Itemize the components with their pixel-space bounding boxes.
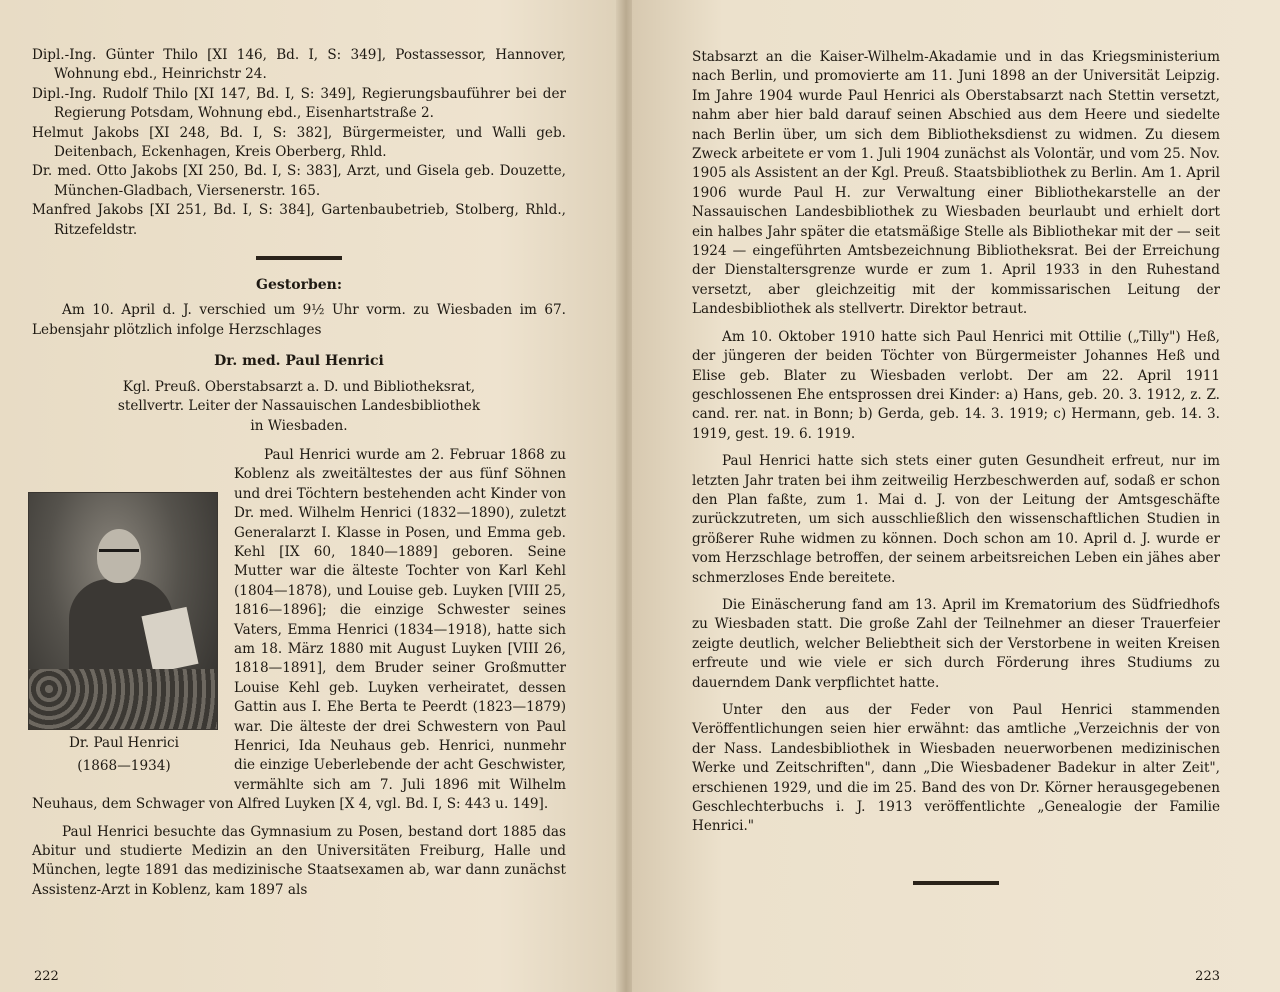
family-entry-helmut-jakobs: Helmut Jakobs [XI 248, Bd. I, S: 382], Bürgermeister, und Walli geb. Deitenbach, Eckenhagen, Kreis Oberberg, Rhld. <box>32 124 566 161</box>
funeral-paragraph: Die Einäscherung fand am 13. April im Krematorium des Südfriedhofs zu Wiesbaden statt. Die große Zahl der Teilnehmer an dieser Trauerfeier zeigte deutlich, welcher Beliebtheit sich der Verstorbene in weiten Kreisen erfreute und wie viele er sich durch Förderung ihres Studiums zu dauerndem Dank verpflichtet hatte. <box>692 596 1220 691</box>
family-entry-rudolf-thilo: Dipl.-Ing. Rudolf Thilo [XI 147, Bd. I, S: 349], Regierungsbauführer bei der Regierung Potsdam, Wohnung ebd., Eisenhartstraße 2. <box>32 85 566 122</box>
biography-education: Paul Henrici besuchte das Gymnasium zu Posen, bestand dort 1885 das Abitur und studierte Medizin an den Universitäten Freiburg, Halle und München, legte 1891 das medizinische Staatsexamen ab, war dann zunächst Assistenz-Arzt in Koblenz, kam 1897 als <box>32 823 566 898</box>
health-paragraph: Paul Henrici hatte sich stets einer guten Gesundheit erfreut, nur im letzten Jahr traten bei ihm zeitweilig Herzbeschwerden auf, sodaß er schon den Plan faßte, zum 1. Mai d. J. von der Leitung der Amtsgeschäfte zurückzutreten, um sich ausschließlich den wissenschaftlichen Studien in größerer Ruhe widmen zu können. Doch schon am 10. April d. J. wurde er vom Herzschlage betroffen, der seinem arbeitsreichen Leben ein jähes aber schmerzloses Ende bereitete. <box>692 453 1220 586</box>
closing-divider <box>913 881 999 885</box>
family-entry-guenter-thilo: Dipl.-Ing. Günter Thilo [XI 146, Bd. I, S: 349], Postassessor, Hannover, Wohnung ebd., Heinrichstr 24. <box>32 47 566 83</box>
right-page <box>632 0 1280 992</box>
family-paragraph: Am 10. Oktober 1910 hatte sich Paul Henrici mit Ottilie („Tilly") Heß, der jüngeren der beiden Töchter von Bürgermeister Johannes Heß und Elise geb. Blater zu Wiesbaden verlobt. Der am 22. April 1911 geschlossenen Ehe entsprossen drei Kinder: a) Hans, geb. 20. 3. 1912, z. Z. cand. rer. nat. in Bonn; b) Gerda, geb. 14. 3. 1919; c) Hermann, geb. 14. 3. 1919, gest. 19. 6. 1919. <box>692 328 1220 442</box>
caption-years: (1868—1934) <box>77 757 171 774</box>
left-page <box>0 0 624 992</box>
caption-name: Dr. Paul Henrici <box>68 734 180 751</box>
obituary-name-heading: Dr. med. Paul Henrici <box>214 353 384 370</box>
portrait-figure <box>28 492 220 776</box>
portrait-caption <box>28 734 220 776</box>
biography-intro: Paul Henrici wurde am 2. Februar 1868 zu Koblenz als zweitältestes der aus fünf Söhnen und drei Töchtern bestehenden acht Kinder von Dr. med. Wilhelm Henrici (1832—1890), zuletzt Generalarzt I. Klasse in Posen, und Emma geb. Kehl [IX 60, 1840—1889] geboren. Seine Mutter war die älteste Tochter von Karl Kehl (1804—1878), und Louise geb. Luyken [VIII 25, 1816—1896]; die einzige Schwester seines Vaters, Emma Henrici (1834—1918), hatte sich am 18. März 1880 mit August Luyken [VIII 26, 1818—1891], dem Bruder seiner Großmutter Louise Kehl geb. Luyken verheiratet, dessen Gattin aus I. Ehe Berta te Peerdt (1823—1879) war. Die älteste der drei Schwestern von Paul Henrici, Ida Neuhaus geb. Henrici, nunmehr die einzige Ueberlebende der acht Geschwister, vermählte sich am 7. Juli 1896 mit Wilhelm Neuhaus, dem Schwager von Alfred Luyken [X 4, vgl. Bd. I, S: 443 u. 149]. <box>32 446 566 813</box>
career-paragraph: Stabsarzt an die Kaiser-Wilhelm-Akadamie und in das Kriegsministerium nach Berlin, und promovierte am 11. Juni 1898 an der Universität Leipzig. Im Jahre 1904 wurde Paul Henrici als Oberstabsarzt nach Stettin versetzt, nahm aber hier bald darauf seinen Abschied aus dem Heere und siedelte nach Berlin über, um sich dem Bibliotheksdienst zu widmen. Zu diesem Zweck arbeitete er vom 1. Juli 1904 zunächst als Volontär, und vom 25. Nov. 1905 als Assistent an der Kgl. Preuß. Staatsbibliothek zu Berlin. Am 1. April 1906 wurde Paul H. zur Verwaltung einer Bibliothekarstelle an der Nassauischen Landesbibliothek zu Wiesbaden beurlaubt und erhielt dort ein halbes Jahr später die etatsmäßige Stelle als Bibliothekar mit der — seit 1924 — eingeführten Amtsbezeichnung Bibliotheksrat. Bei der Erreichung der Dienstaltersgrenze wurde er zum 1. April 1933 in den Ruhestand versetzt, aber gleichzeitig mit der kommissarischen Leitung der Landesbibliothek als stellvertr. Direktor betraut. <box>692 49 1220 318</box>
title-line: Kgl. Preuß. Oberstabsarzt a. D. und Bibliotheksrat, <box>122 378 476 395</box>
page-number-left: 222 <box>34 969 59 984</box>
family-entry-manfred-jakobs: Manfred Jakobs [XI 251, Bd. I, S: 384], Gartenbaubetrieb, Stolberg, Rhld., Ritzefeldstr. <box>32 202 566 238</box>
title-line: in Wiesbaden. <box>250 417 348 434</box>
publications-paragraph: Unter den aus der Feder von Paul Henrici stammenden Veröffentlichungen seien hier erwähnt: das amtliche „Verzeichnis der von der Nass. Landesbibliothek in Wiesbaden neuerworbenen medizinischen Werke und Zeitschriften", dann „Die Wiesbadener Badekur in alter Zeit", erschienen 1929, und die im 25. Band des von Dr. Körner herausgegebenen Geschlechterbuchs i. J. 1913 veröffentlichte „Genealogie der Familie Henrici." <box>692 702 1220 835</box>
section-divider <box>256 256 342 260</box>
obituary-titles <box>32 378 566 436</box>
portrait-photo <box>28 492 218 730</box>
title-line: stellvertr. Leiter der Nassauischen Landesbibliothek <box>117 398 481 415</box>
page-number-right: 223 <box>1195 969 1220 984</box>
death-notice: Am 10. April d. J. verschied um 9½ Uhr vorm. zu Wiesbaden im 67. Lebensjahr plötzlich infolge Herzschlages <box>32 302 566 338</box>
deceased-heading: Gestorben: <box>256 277 342 294</box>
family-entry-otto-jakobs: Dr. med. Otto Jakobs [XI 250, Bd. I, S: 383], Arzt, und Gisela geb. Douzette, München-Gladbach, Viersenerstr. 165. <box>32 163 566 199</box>
